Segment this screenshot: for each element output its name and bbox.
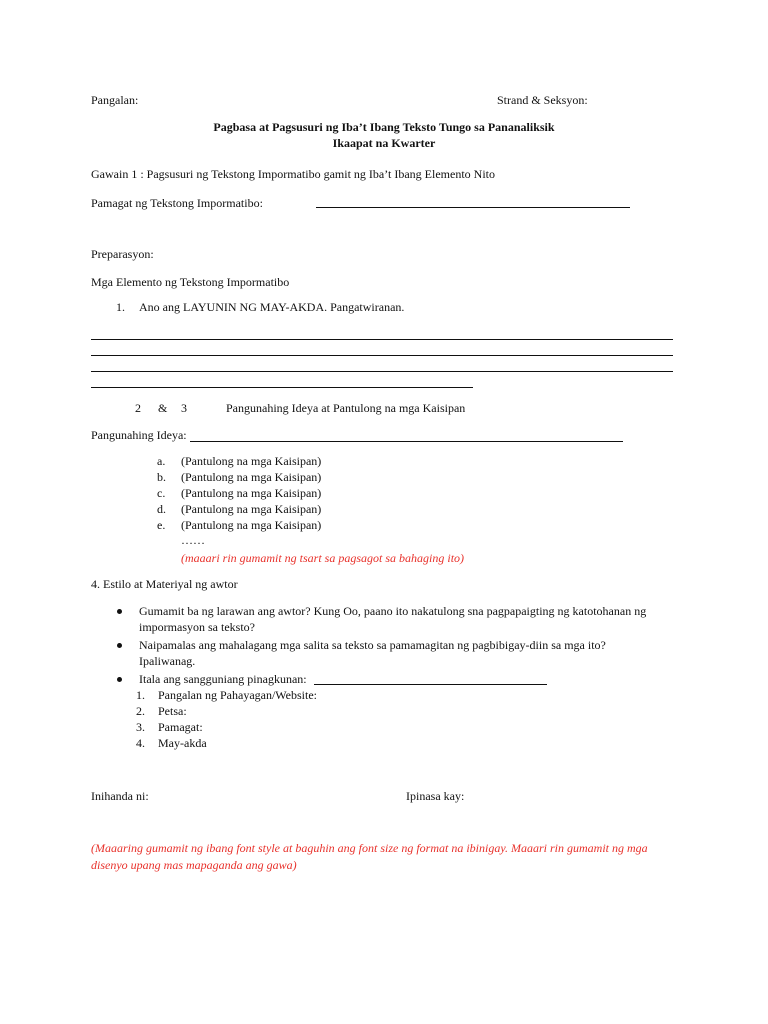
q4-bullet1-line2: impormasyon sa teksto?	[139, 620, 255, 634]
sub-item-letter: c.	[157, 486, 166, 500]
main-idea-answer-line[interactable]	[190, 441, 623, 442]
q4-bullet2-line1: Naipamalas ang mahalagang mga salita sa teksto sa pamamagitan ng pagbibigay-diin sa mga ito?	[139, 638, 606, 652]
sub-item-text: (Pantulong na mga Kaisipan)	[181, 454, 322, 468]
q2-number: 2	[135, 401, 141, 415]
q1-answer-line[interactable]	[91, 339, 673, 340]
q1-number: 1.	[116, 300, 125, 314]
ref-number: 2.	[136, 704, 145, 718]
sub-item-letter: e.	[157, 518, 166, 532]
elements-heading: Mga Elemento ng Tekstong Impormatibo	[91, 275, 290, 289]
ref-number: 3.	[136, 720, 145, 734]
q23-heading: Pangunahing Ideya at Pantulong na mga Kaisipan	[226, 401, 466, 415]
ref-label: Pamagat:	[158, 720, 203, 734]
document-subtitle: Ikaapat na Kwarter	[332, 136, 436, 150]
q4-bullet3: Itala ang sangguniang pinagkunan:	[139, 672, 307, 686]
activity-heading: Gawain 1 : Pagsusuri ng Tekstong Impormatibo gamit ng Iba’t Ibang Elemento Nito	[91, 167, 495, 181]
chart-note: (maaari rin gumamit ng tsart sa pagsagot sa bahaging ito)	[181, 551, 465, 565]
preparation-label: Preparasyon:	[91, 247, 154, 261]
bullet-icon	[117, 677, 122, 682]
footer-note-line1: (Maaaring gumamit ng ibang font style at baguhin ang font size ng format na ibinigay. Maaari rin gumamit ng mga	[91, 841, 648, 855]
ref-number: 1.	[136, 688, 145, 702]
ref-label: May-akda	[158, 736, 207, 750]
ellipsis: ……	[181, 533, 205, 547]
q23-ampersand: &	[158, 401, 168, 415]
q3-number: 3	[181, 401, 187, 415]
ref-number: 4.	[136, 736, 145, 750]
title-answer-line[interactable]	[316, 207, 630, 208]
sub-item-text: (Pantulong na mga Kaisipan)	[181, 502, 322, 516]
sub-item-text: (Pantulong na mga Kaisipan)	[181, 486, 322, 500]
document-title: Pagbasa at Pagsusuri ng Iba’t Ibang Teksto Tungo sa Pananaliksik	[213, 120, 555, 134]
q4-bullet1-line1: Gumamit ba ng larawan ang awtor? Kung Oo, paano ito nakatulong sna pagpapaigting ng katotohanan ng	[139, 604, 647, 618]
bullet-icon	[117, 609, 122, 614]
submitted-to-label: Ipinasa kay:	[406, 789, 465, 803]
name-label: Pangalan:	[91, 93, 139, 107]
main-idea-label: Pangunahing Ideya:	[91, 428, 187, 442]
ref-label: Petsa:	[158, 704, 187, 718]
sub-item-text: (Pantulong na mga Kaisipan)	[181, 518, 322, 532]
q4-heading: 4. Estilo at Materiyal ng awtor	[91, 577, 238, 591]
prepared-by-label: Inihanda ni:	[91, 789, 149, 803]
strand-section-label: Strand & Seksyon:	[497, 93, 588, 107]
title-field-label: Pamagat ng Tekstong Impormatibo:	[91, 196, 263, 210]
sub-item-text: (Pantulong na mga Kaisipan)	[181, 470, 322, 484]
q1-answer-line[interactable]	[91, 355, 673, 356]
q1-answer-line[interactable]	[91, 371, 673, 372]
sub-item-letter: a.	[157, 454, 166, 468]
ref-label: Pangalan ng Pahayagan/Website:	[158, 688, 317, 702]
footer-note-line2: disenyo upang mas mapaganda ang gawa)	[91, 858, 297, 872]
q4-bullet2-line2: Ipaliwanag.	[139, 654, 196, 668]
source-answer-line[interactable]	[314, 684, 547, 685]
sub-item-letter: d.	[157, 502, 166, 516]
bullet-icon	[117, 643, 122, 648]
q1-answer-line[interactable]	[91, 387, 473, 388]
q1-text: Ano ang LAYUNIN NG MAY-AKDA. Pangatwiranan.	[139, 300, 405, 314]
sub-item-letter: b.	[157, 470, 166, 484]
